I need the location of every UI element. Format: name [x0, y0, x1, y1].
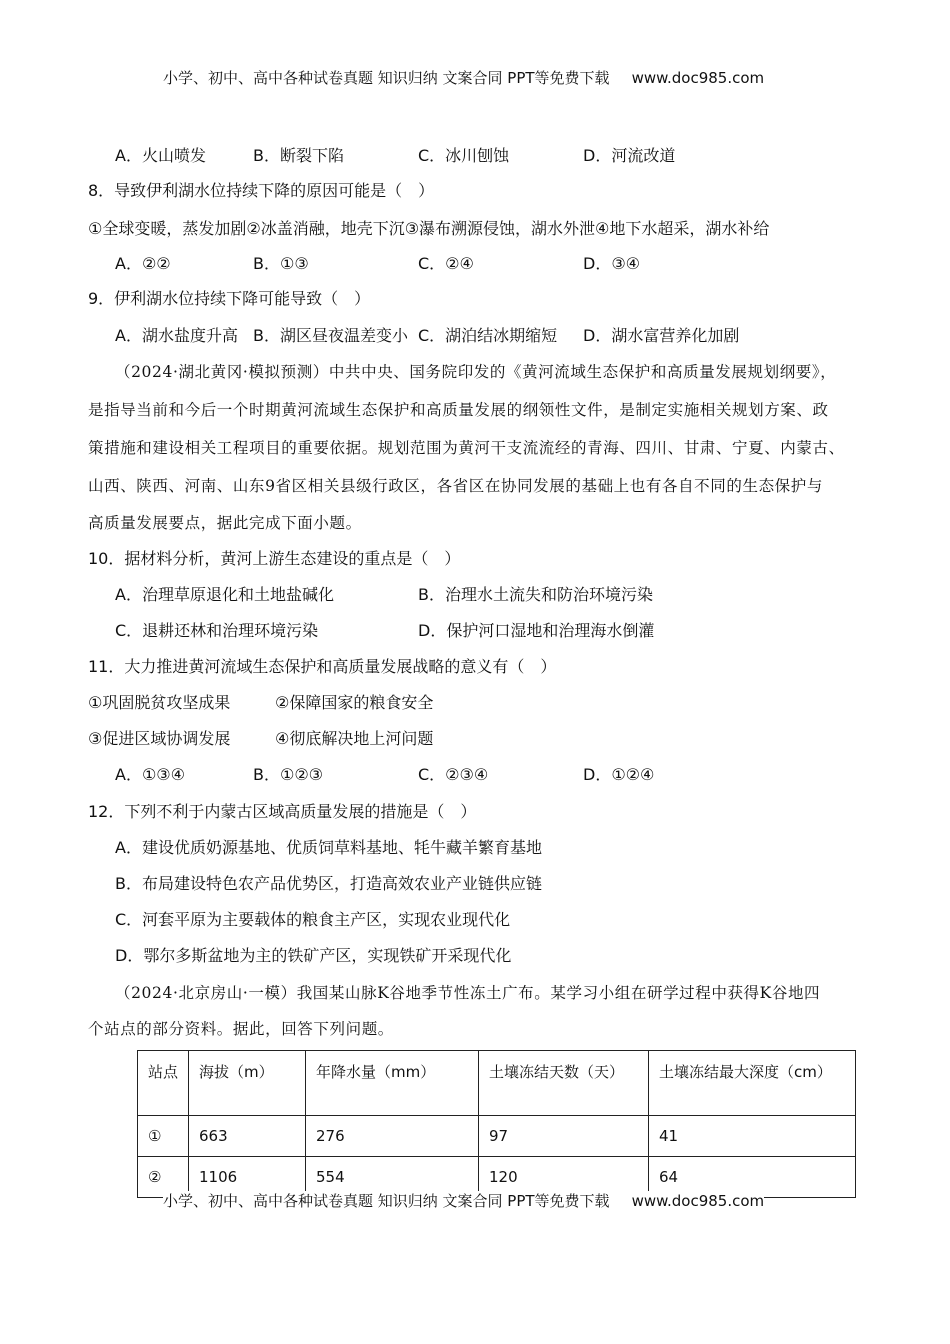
q12-option-c: C．河套平原为主要载体的粮食主产区，实现农业现代化: [115, 910, 511, 929]
q12-option-b: B．布局建设特色农产品优势区，打造高效农业产业链供应链: [115, 874, 542, 893]
q11-option-b: B．①②③: [253, 765, 324, 784]
table-header: 土壤冻结最大深度（cm）: [649, 1051, 856, 1116]
table-header-row: [138, 1051, 856, 1116]
q8-stem: 8．导致伊利湖水位持续下降的原因可能是（ ）: [88, 181, 435, 200]
q10-option-c: C．退耕还林和治理环境污染: [115, 621, 319, 640]
passage2-line: 个站点的部分资料。据此，回答下列问题。: [88, 1020, 394, 1038]
table-cell: 120: [479, 1157, 649, 1198]
table-cell: 663: [189, 1116, 306, 1157]
header-url[interactable]: www.doc985.com: [631, 69, 765, 87]
table-cell: ①: [138, 1116, 189, 1157]
q8-option-b: B．①③: [253, 254, 309, 273]
q9-option-a: A．湖水盐度升高: [115, 326, 238, 345]
q11-statement: ②保障国家的粮食安全: [275, 693, 434, 712]
passage1-line: 策措施和建设相关工程项目的重要依据。规划范围为黄河干支流流经的青海、四川、甘肃、宁夏、内蒙古、: [88, 439, 845, 457]
table-row: [138, 1116, 856, 1157]
table-header: 年降水量（mm）: [306, 1051, 479, 1116]
q11-stem: 11．大力推进黄河流域生态保护和高质量发展战略的意义有（ ）: [88, 657, 557, 676]
header-text: 小学、初中、高中各种试卷真题 知识归纳 文案合同 PPT等免费下载: [163, 69, 610, 87]
passage2-line: （2024·北京房山·一模）我国某山脉K谷地季节性冻土广布。某学习小组在研学过程中获得K谷地四: [115, 984, 821, 1002]
table-header: 海拔（m）: [189, 1051, 306, 1116]
q9-stem: 9．伊利湖水位持续下降可能导致（ ）: [88, 289, 371, 308]
passage1-line: （2024·湖北黄冈·模拟预测）中共中央、国务院印发的《黄河流域生态保护和高质量发展规划纲要》，: [115, 363, 837, 381]
table-cell: 1106: [189, 1157, 306, 1198]
page-footer: [163, 1191, 764, 1211]
passage1-line: 高质量发展要点，据此完成下面小题。: [88, 514, 362, 532]
q10-option-d: D．保护河口湿地和治理海水倒灌: [418, 621, 655, 640]
q11-option-d: D．①②④: [583, 765, 655, 784]
table-cell: 97: [479, 1116, 649, 1157]
q10-option-b: B．治理水土流失和防治环境污染: [418, 585, 653, 604]
table-cell: 41: [649, 1116, 856, 1157]
q9-option-d: D．湖水富营养化加剧: [583, 326, 740, 345]
q9-option-b: B．湖区昼夜温差变小: [253, 326, 408, 345]
table-cell: ②: [138, 1157, 189, 1198]
table-cell: 554: [306, 1157, 479, 1198]
q10-stem: 10．据材料分析，黄河上游生态建设的重点是（ ）: [88, 549, 461, 568]
q7-option-b: B．断裂下陷: [253, 146, 344, 165]
q12-option-d: D．鄂尔多斯盆地为主的铁矿产区，实现铁矿开采现代化: [115, 946, 512, 965]
q11-statement: ③促进区域协调发展: [88, 729, 231, 748]
table-cell: 64: [649, 1157, 856, 1198]
q7-option-d: D．河流改道: [583, 146, 676, 165]
table-header: 站点: [138, 1051, 189, 1116]
q10-option-a: A．治理草原退化和土地盐碱化: [115, 585, 334, 604]
q7-option-a: A．火山喷发: [115, 146, 206, 165]
q11-statement: ④彻底解决地上河问题: [275, 729, 434, 748]
q12-stem: 12．下列不利于内蒙古区域高质量发展的措施是（ ）: [88, 802, 477, 821]
page-header: [163, 68, 764, 88]
q8-option-d: D．③④: [583, 254, 641, 273]
q8-option-c: C．②④: [418, 254, 474, 273]
q11-option-c: C．②③④: [418, 765, 489, 784]
q11-option-a: A．①③④: [115, 765, 185, 784]
footer-url[interactable]: www.doc985.com: [631, 1192, 765, 1210]
q9-option-c: C．湖泊结冰期缩短: [418, 326, 558, 345]
table-header: 土壤冻结天数（天）: [479, 1051, 649, 1116]
station-data-table: [137, 1050, 856, 1198]
footer-text: 小学、初中、高中各种试卷真题 知识归纳 文案合同 PPT等免费下载: [163, 1192, 610, 1210]
table-cell: 276: [306, 1116, 479, 1157]
passage1-line: 山西、陕西、河南、山东9省区相关县级行政区，各省区在协同发展的基础上也有各自不同的生态保护与: [88, 477, 823, 495]
q7-option-c: C．冰川刨蚀: [418, 146, 510, 165]
q12-option-a: A．建设优质奶源基地、优质饲草料基地、牦牛藏羊繁育基地: [115, 838, 542, 857]
q8-statements: ①全球变暖，蒸发加剧②冰盖消融，地壳下沉③瀑布溯源侵蚀，湖水外泄④地下水超采，湖水补给: [88, 219, 770, 238]
q8-option-a: A．②②: [115, 254, 171, 273]
passage1-line: 是指导当前和今后一个时期黄河流域生态保护和高质量发展的纲领性文件，是制定实施相关规划方案、政: [88, 401, 829, 419]
q11-statement: ①巩固脱贫攻坚成果: [88, 693, 231, 712]
